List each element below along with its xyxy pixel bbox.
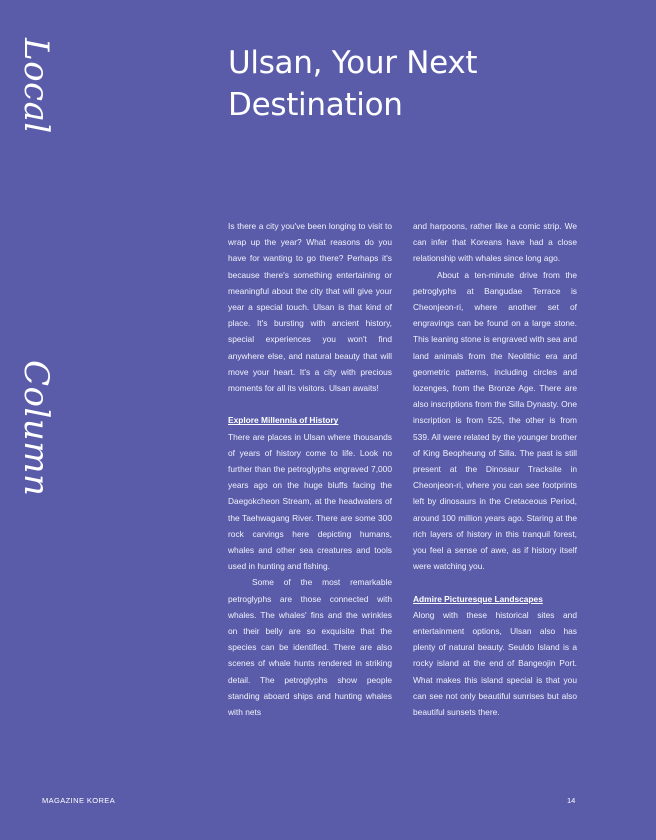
history-paragraph-2-cont: and harpoons, rather like a comic strip. We can infer that Koreans have had a close relationship with whales since long ago. [413,221,577,264]
paragraph-spacer [413,574,577,590]
history-paragraph-3: About a ten-minute drive from the petroglyphs at Bangudae Terrace is Cheonjeon-ri, where another set of engravings can be found on a large stone. This leaning stone is engraved with sea and land animals from the Neolithic era and geometric patterns, including circles and lozenges, from the Bronze Age. There are also inscriptions from the Silla Dynasty. One inscription is from 525, the other is from 539. All were related by the younger brother of King Beopheung of Silla. The past is still present at the Dinosaur Tracksite in Cheonjeon-ri, where you can see footprints left by dinosaurs in the Cretaceous Period, around 100 million years ago. Staring at the rich layers of history in this tranquil forest, you feel a sense of awe, as if history itself were watching you. [413,269,577,572]
history-paragraph-1: There are places in Ulsan where thousands of years of history come to life. Look no further than the petroglyphs engraved 7,000 years ago on the huge bluffs facing the Daegokcheon Stream, at the headwaters of the Taehwagang River. There are some 300 rock carvings here depicting humans, whales and other sea creatures and tools used in hunting and fishing. [228,431,392,572]
article-title: Ulsan, Your Next Destination [228,45,478,123]
landscapes-paragraph: Along with these historical sites and entertainment options, Ulsan also has plenty of natural beauty. Seuldo Island is a rocky island at the end of Bangeojin Port. What makes this island special is that you can see not only beautiful sunrises but also beautiful sunsets there. [413,609,577,718]
publication-name: MAGAZINE KOREA [42,796,116,805]
section-label-local: Local [16,38,56,134]
paragraph-spacer [228,396,392,412]
article-body [228,218,577,720]
section-label-column: Column [16,360,56,497]
section-heading-landscapes: Admire Picturesque Landscapes [413,593,543,604]
intro-paragraph: Is there a city you've been longing to visit to wrap up the year? What reasons do you have for wanting to go there? Perhaps it's because there's something entertaining or meaningful about the city that will give your year a special touch. Ulsan is that kind of place. It's bursting with ancient history, special experiences you won't find anywhere else, and natural beauty that will move your heart. It's a city with precious moments for all its visitors. Ulsan awaits! [228,221,392,394]
history-paragraph-2: Some of the most remarkable petroglyphs are those connected with whales. The whales' fins and the wrinkles on their belly are so exquisite that the species can be identified. There are also scenes of whale hunts rendered in striking detail. The petroglyphs show people standing aboard ships and hunting whales with nets [228,577,392,718]
section-heading-history: Explore Millennia of History [228,415,339,426]
page-number: 14 [567,796,576,805]
left-column [228,218,392,720]
right-column [413,218,577,720]
